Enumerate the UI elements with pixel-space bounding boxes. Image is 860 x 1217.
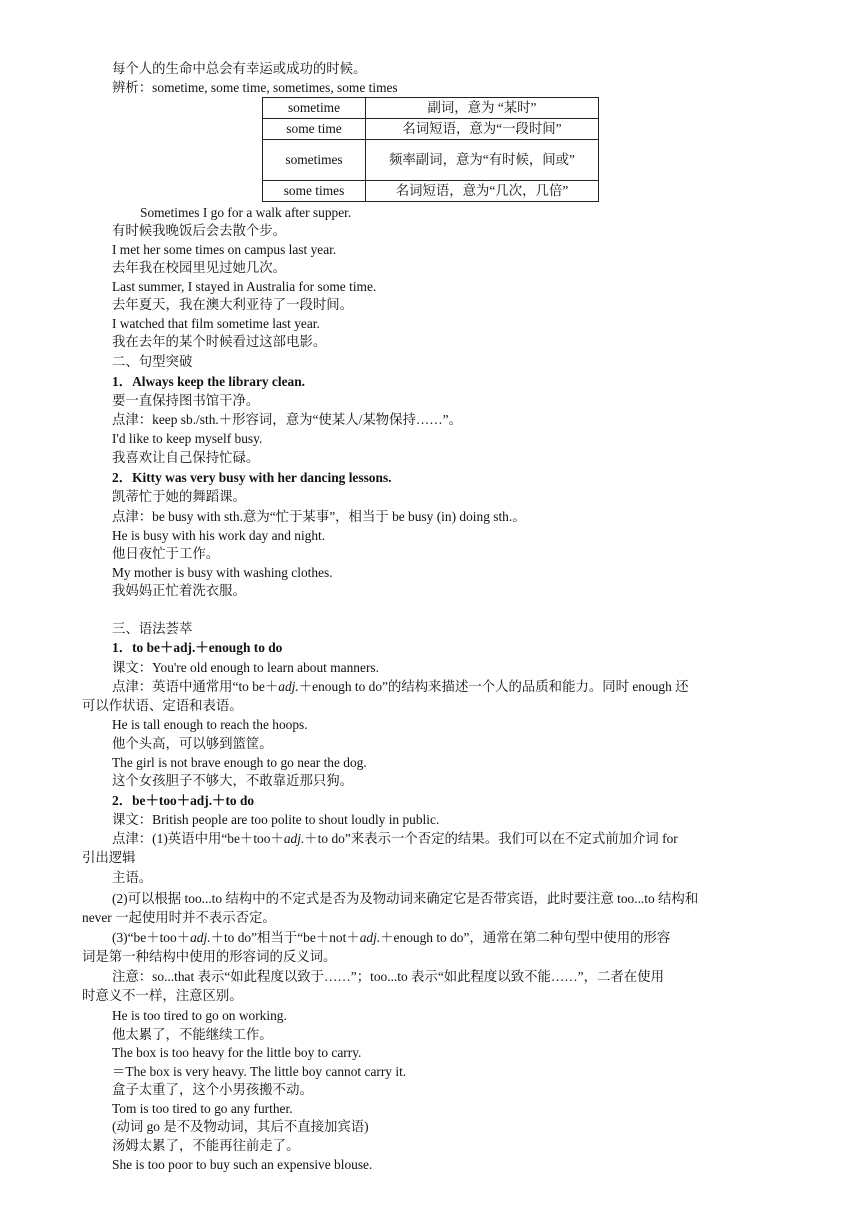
example-sentence: The girl is not brave enough to go near the dog. [112,755,367,770]
example-sentence: ＝The box is very heavy. The little boy cannot carry it. [112,1064,407,1079]
table-cell-term: some time [263,119,366,140]
note-continuation: never 一起使用时并不表示否定。 [82,910,276,925]
pattern-heading: 2．Kitty was very busy with her dancing lessons. [112,470,392,485]
note-continuation: 可以作状语、定语和表语。 [82,698,243,713]
grammar-heading: 1．to be＋adj.＋enough to do [112,640,283,655]
note: (3)“be＋too＋adj.＋to do”相当于“be＋not＋adj.＋enough to do”，通常在第二种句型中使用的形容 [112,930,671,945]
example-sentence: He is tall enough to reach the hoops. [112,717,308,732]
translation: 凯蒂忙于她的舞蹈课。 [112,489,246,504]
translation: 我妈妈正忙着洗衣服。 [112,583,246,598]
example-sentence: I watched that film sometime last year. [112,316,320,331]
example-sentence: I met her some times on campus last year. [112,242,337,257]
text-example: 课文：You're old enough to learn about manners. [112,660,379,675]
example-sentence: Last summer, I stayed in Australia for some time. [112,279,377,294]
section-heading: 二、句型突破 [112,354,193,369]
translation: 这个女孩胆子不够大，不敢靠近那只狗。 [112,773,354,788]
note-continuation: 引出逻辑 [82,850,136,865]
note: 点津：英语中通常用“to be＋adj.＋enough to do”的结构来描述一个人的品质和能力。同时 enough 还 [112,679,689,694]
translation: 去年夏天，我在澳大利亚待了一段时间。 [112,297,354,312]
example-sentence: He is too tired to go on working. [112,1008,287,1023]
table-cell-term: sometimes [263,140,366,181]
translation: 他日夜忙于工作。 [112,546,220,561]
text-line: 每个人的生命中总会有幸运或成功的时候。 [112,61,367,76]
example-sentence: She is too poor to buy such an expensive blouse. [112,1157,373,1172]
text-example: 课文：British people are too polite to shout loudly in public. [112,812,440,827]
note: (2)可以根据 too...to 结构中的不定式是否为及物动词来确定它是否带宾语，此时要注意 too...to 结构和 [112,891,699,906]
translation: 盒子太重了，这个小男孩搬不动。 [112,1082,313,1097]
table-cell-term: sometime [263,98,366,119]
note-continuation: 时意义不一样，注意区别。 [82,988,243,1003]
note: 点津：keep sb./sth.＋形容词，意为“使某人/某物保持……”。 [112,412,462,427]
section-heading: 三、语法荟萃 [112,621,193,636]
caution-note: 注意：so...that 表示“如此程度以致于……”；too...to 表示“如此程度以致不能……”，二者在使用 [112,969,664,984]
translation: 他太累了，不能继续工作。 [112,1027,273,1042]
translation: 他个头高，可以够到篮筐。 [112,736,273,751]
table-row [263,98,599,119]
example-sentence: Tom is too tired to go any further. [112,1101,293,1116]
note: (动词 go 是不及物动词，其后不直接加宾语) [112,1119,369,1134]
example-sentence: I'd like to keep myself busy. [112,431,263,446]
table-row [263,140,599,181]
text-line: 辨析：sometime, some time, sometimes, some times [112,80,398,95]
translation: 有时候我晚饭后会去散个步。 [112,223,287,238]
table-row [263,119,599,140]
note-continuation: 主语。 [112,870,153,885]
grammar-heading: 2．be＋too＋adj.＋to do [112,793,255,808]
table-cell-meaning: 名词短语，意为“几次，几倍” [366,181,599,202]
note: 点津：be busy with sth.意为“忙于某事”，相当于 be busy (in) doing sth.。 [112,509,526,524]
pattern-heading: 1．Always keep the library clean. [112,374,306,389]
note: 点津：(1)英语中用“be＋too＋adj.＋to do”来表示一个否定的结果。我们可以在不定式前加介词 for [112,831,678,846]
example-sentence: My mother is busy with washing clothes. [112,565,333,580]
note-continuation: 词是第一种结构中使用的形容词的反义词。 [82,949,337,964]
translation: 我在去年的某个时候看过这部电影。 [112,334,327,349]
table-cell-meaning: 频率副词，意为“有时候，间或” [366,140,599,181]
translation: 去年我在校园里见过她几次。 [112,260,287,275]
table-cell-meaning: 副词，意为 “某时” [366,98,599,119]
translation: 要一直保持图书馆干净。 [112,393,260,408]
vocabulary-table [262,97,599,202]
translation: 我喜欢让自己保持忙碌。 [112,450,260,465]
table-row [263,181,599,202]
example-sentence: The box is too heavy for the little boy to carry. [112,1045,362,1060]
table-cell-meaning: 名词短语，意为“一段时间” [366,119,599,140]
example-sentence: He is busy with his work day and night. [112,528,326,543]
example-sentence: Sometimes I go for a walk after supper. [140,205,352,220]
table-cell-term: some times [263,181,366,202]
translation: 汤姆太累了，不能再往前走了。 [112,1138,300,1153]
